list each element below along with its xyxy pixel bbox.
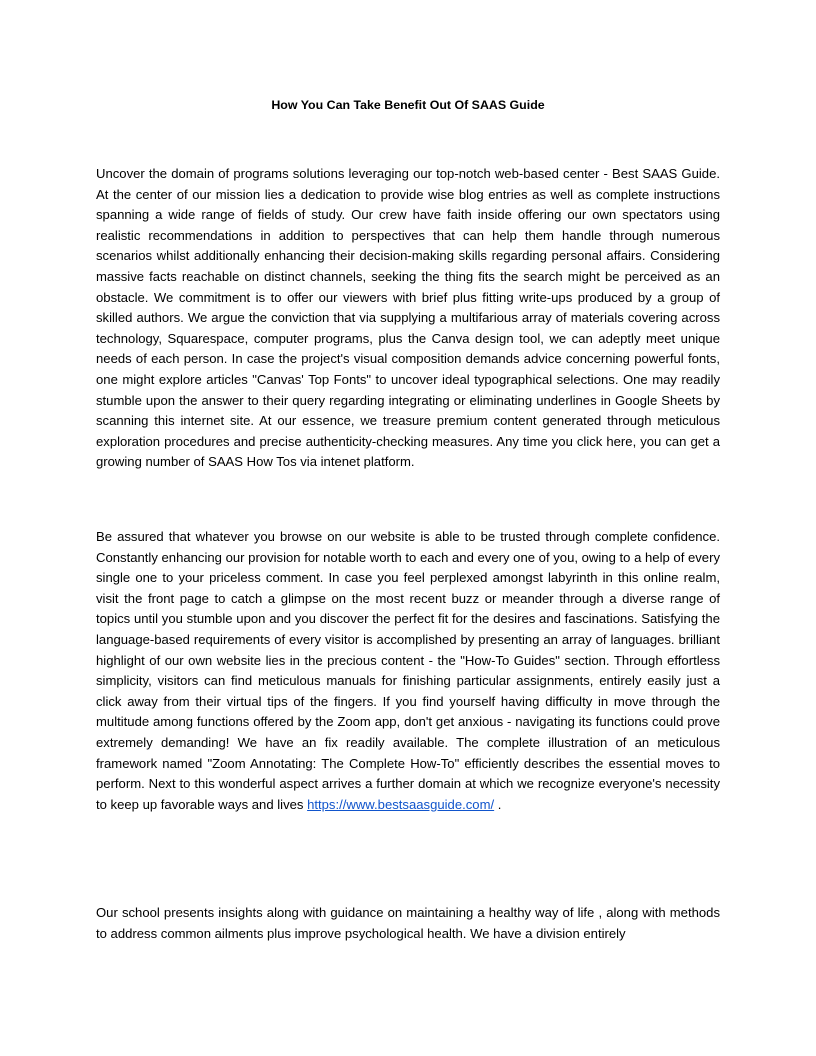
paragraph-trust [96, 527, 720, 815]
paragraph-intro [96, 164, 720, 473]
document-title: How You Can Take Benefit Out Of SAAS Guide [271, 98, 545, 112]
paragraph-trust-text: Be assured that whatever you browse on our website is able to be trusted through complete confidence. Constantly enhancing our provision for notable worth to each and every one of you, owing to a help of every single one to your priceless comment. In case you feel perplexed amongst labyrinth in this online realm, visit the front page to catch a glimpse on the most recent buzz or meander through a diverse range of topics until you stumble upon and you discover the perfect fit for the desires and fascinations. Satisfying the language-based requirements of every visitor is accomplished by presenting an array of languages. brilliant highlight of our own website lies in the precious content - the "How-To Guides" section. Through effortless simplicity, visitors can find meticulous manuals for finishing particular assignments, entirely easily just a click away from their virtual tips of the fingers. If you find yourself having difficulty in move through the multitude among functions offered by the Zoom app, don't get anxious - navigating its functions could prove extremely demanding! We have an fix readily available. The complete illustration of an meticulous framework named "Zoom Annotating: The Complete How-To" efficiently describes the essential moves to perform. Next to this wonderful aspect arrives a further domain at which we recognize everyone's necessity to keep up favorable ways and lives [96, 529, 720, 812]
bestsaasguide-link[interactable]: https://www.bestsaasguide.com/ [307, 796, 495, 812]
paragraph-health-text: Our school presents insights along with guidance on maintaining a healthy way of life , along with methods to address common ailments plus improve psychological health. We have a division entirely [96, 905, 720, 941]
paragraph-intro-text: Uncover the domain of programs solutions leveraging our top-notch web-based center - Best SAAS Guide. At the center of our mission lies a dedication to provide wise blog entries as well as complete instructions spanning a wide range of fields of study. Our crew have faith inside offering our own spectators using realistic recommendations in addition to perspectives that can help them handle through numerous scenarios whilst additionally enhancing their decision-making skills regarding personal affairs. Considering massive facts reachable on distinct channels, seeking the thing fits the search might be perceived as an obstacle. We commitment is to offer our viewers with brief plus fitting write-ups produced by a group of skilled authors. We argue the conviction that via supplying a multifarious array of materials covering across technology, Squarespace, computer programs, plus the Canva design tool, we can adeptly meet unique needs of each person. In case the project's visual composition demands advice concerning powerful fonts, one might explore articles "Canvas' Top Fonts" to uncover ideal typographical selections. One may readily stumble upon the answer to their query regarding integrating or eliminating underlines in Google Sheets by scanning this internet site. At our essence, we treasure premium content generated through meticulous exploration procedures and precise authenticity-checking measures. Any time you click here, you can get a growing number of SAAS How Tos via intenet platform. [96, 166, 720, 470]
paragraph-trust-tail: . [494, 796, 502, 812]
paragraph-health [96, 903, 720, 944]
